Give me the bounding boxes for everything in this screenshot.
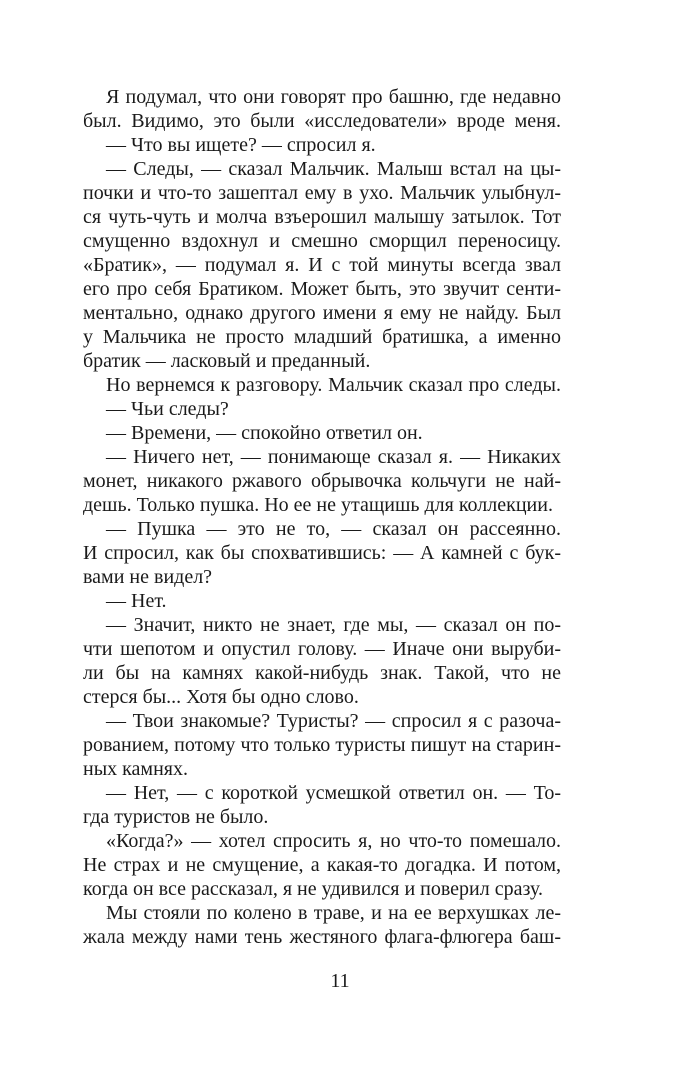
text-line: ментально, однако другого имени я ему не найду. Был xyxy=(83,302,561,324)
text-line: — Значит, никто не знает, где мы, — сказал он по- xyxy=(106,614,561,636)
text-line: Я подумал, что они говорят про башню, где недавно xyxy=(106,86,561,108)
text-line: — Нет, — с короткой усмешкой ответил он. — То- xyxy=(106,782,561,804)
text-line: чти шепотом и опустил голову. — Иначе они выруби- xyxy=(83,638,561,660)
text-line: ся чуть-чуть и молча взъерошил малышу затылок. Тот xyxy=(83,206,561,228)
text-line: «Братик», — подумал я. И с той минуты всегда звал xyxy=(83,254,561,276)
text-line: «Когда?» — хотел спросить я, но что-то помешало. xyxy=(106,830,561,852)
text-line: — Пушка — это не то, — сказал он рассеянно. xyxy=(106,518,561,540)
text-line: вами не видел? xyxy=(83,566,213,588)
text-line: стерся бы... Хотя бы одно слово. xyxy=(83,686,359,708)
text-line: — Чьи следы? xyxy=(106,398,229,420)
text-line: — Следы, — сказал Мальчик. Малыш встал на цы- xyxy=(106,158,561,180)
text-line: был. Видимо, это были «исследователи» вроде меня. xyxy=(83,110,561,132)
body-text xyxy=(83,85,561,949)
text-line: — Нет. xyxy=(106,590,167,612)
text-line: рованием, потому что только туристы пишут на старин- xyxy=(83,734,561,756)
text-line: ли бы на камнях какой-нибудь знак. Такой, что не xyxy=(83,662,561,684)
text-line: — Времени, — спокойно ответил он. xyxy=(106,422,423,444)
text-line: Не страх и не смущение, а какая-то догадка. И потом, xyxy=(83,854,561,876)
text-line: почки и что-то зашептал ему в ухо. Мальчик улыбнул- xyxy=(83,182,561,204)
text-line: ных камнях. xyxy=(83,758,188,780)
text-line: дешь. Только пушка. Но ее не утащишь для коллекции. xyxy=(83,494,553,516)
text-line: его про себя Братиком. Может быть, это звучит сенти- xyxy=(83,278,561,300)
text-line: монет, никакого ржавого обрывочка кольчуги не най- xyxy=(83,470,561,492)
text-line: — Что вы ищете? — спросил я. xyxy=(106,134,376,156)
text-line: у Мальчика не просто младший братишка, а именно xyxy=(83,326,561,348)
page-number: 11 xyxy=(330,970,350,992)
text-line: смущенно вздохнул и смешно сморщил переносицу. xyxy=(83,230,561,252)
text-line: — Ничего нет, — понимающе сказал я. — Никаких xyxy=(106,446,561,468)
text-line: И спросил, как бы спохватившись: — А камней с бук- xyxy=(83,542,561,564)
text-line: Но вернемся к разговору. Мальчик сказал про следы. xyxy=(106,374,561,396)
text-line: гда туристов не было. xyxy=(83,806,269,828)
text-line: жала между нами тень жестяного флага-флюгера баш- xyxy=(83,926,561,948)
text-line: — Твои знакомые? Туристы? — спросил я с разоча- xyxy=(106,710,561,732)
text-line: Мы стояли по колено в траве, и на ее верхушках ле- xyxy=(106,902,561,924)
text-line: когда он все рассказал, я не удивился и поверил сразу. xyxy=(83,878,543,900)
text-line: братик — ласковый и преданный. xyxy=(83,350,371,372)
